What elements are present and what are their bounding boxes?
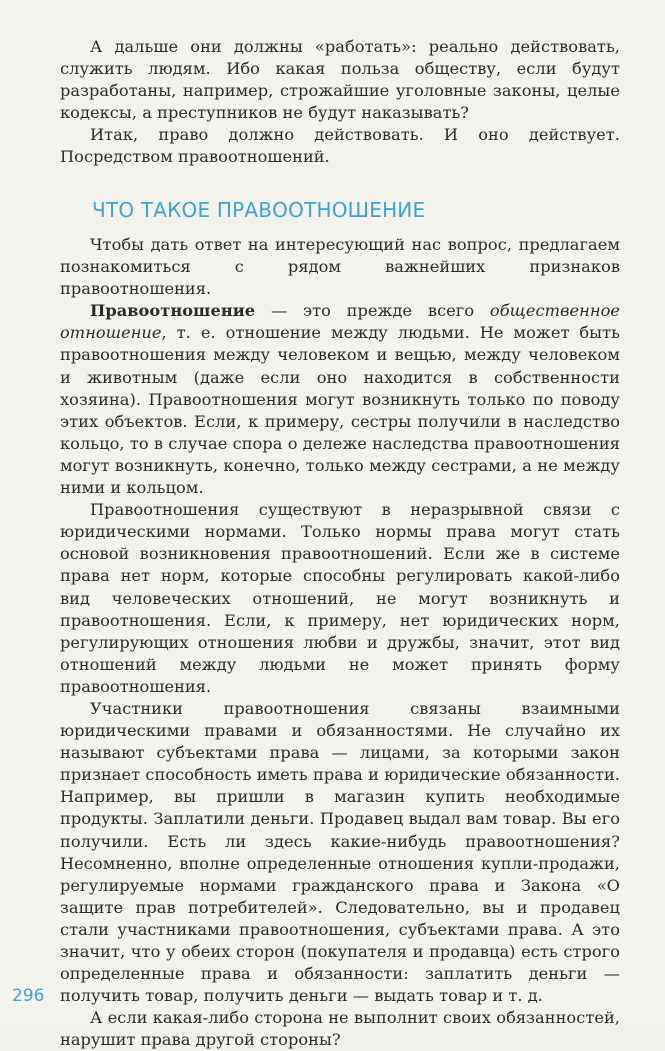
section-paragraph-1: Чтобы дать ответ на интересующий нас вопрос, предлагаем познакомиться с рядом важнейших признаков правоотношения. <box>60 235 620 299</box>
intro-text <box>60 36 620 169</box>
section-paragraph-2 <box>60 300 620 499</box>
term-italic: общественное отношение <box>60 301 620 343</box>
term-bold: Правоотношение <box>90 301 256 321</box>
intro-paragraph-2: Итак, право должно действовать. И оно действует. Посредством правоотношений. <box>60 125 620 167</box>
definition-rest: , т. е. отношение между людьми. Не может быть правоотношения между человеком и вещью, между человеком и животным (даже если оно находится в собственности хозяина). Правоотношения могут возникнуть только по поводу этих объектов. Если, к примеру, сестры получили в наследство кольцо, то в случае спора о дележе наследства правоотношения могут возникнуть, конечно, только между сестрами, а не между ними и кольцом. <box>60 323 620 498</box>
section-text <box>60 234 620 1051</box>
section-heading: ЧТО ТАКОЕ ПРАВООТНОШЕНИЕ <box>92 198 426 222</box>
section-paragraph-3: Правоотношения существуют в неразрывной связи с юридическими нормами. Только нормы права могут стать основой возникновения правоотношений. Если же в системе права нет норм, которые способны регулировать какой-либо вид человеческих отношений, не могут возникнуть и правоотношения. Если, к примеру, нет юридических норм, регулирующих отношения любви и дружбы, значит, этот вид отношений между людьми не может принять форму правоотношения. <box>60 500 620 696</box>
page-number: 296 <box>12 986 45 1006</box>
definition-dash: — это прежде всего <box>255 301 490 321</box>
intro-paragraph-1: А дальше они должны «работать»: реально действовать, служить людям. Ибо какая польза обществу, если будут разработаны, например, строжайшие уголовные законы, целые кодексы, а преступников не будут наказывать? <box>60 37 620 123</box>
section-paragraph-5: А если какая-либо сторона не выполнит своих обязанностей, нарушит права другой стороны? <box>60 1008 620 1050</box>
section-paragraph-4: Участники правоотношения связаны взаимными юридическими правами и обязанностями. Не случайно их называют субъектами права — лицами, за которыми закон признает способность иметь права и юридические обязанности. Например, вы пришли в магазин купить необходимые продукты. Заплатили деньги. Продавец выдал вам товар. Вы его получили. Есть ли здесь какие-нибудь правоотношения? Несомненно, вполне определенные отношения купли-продажи, регулируемые нормами гражданского права и Закона «О защите прав потребителей». Следовательно, вы и продавец стали участниками правоотношения, субъектами права. А это значит, что у обеих сторон (покупателя и продавца) есть строго определенные права и обязанности: заплатить деньги — получить товар, получить деньги — выдать товар и т. д. <box>60 698 620 1006</box>
